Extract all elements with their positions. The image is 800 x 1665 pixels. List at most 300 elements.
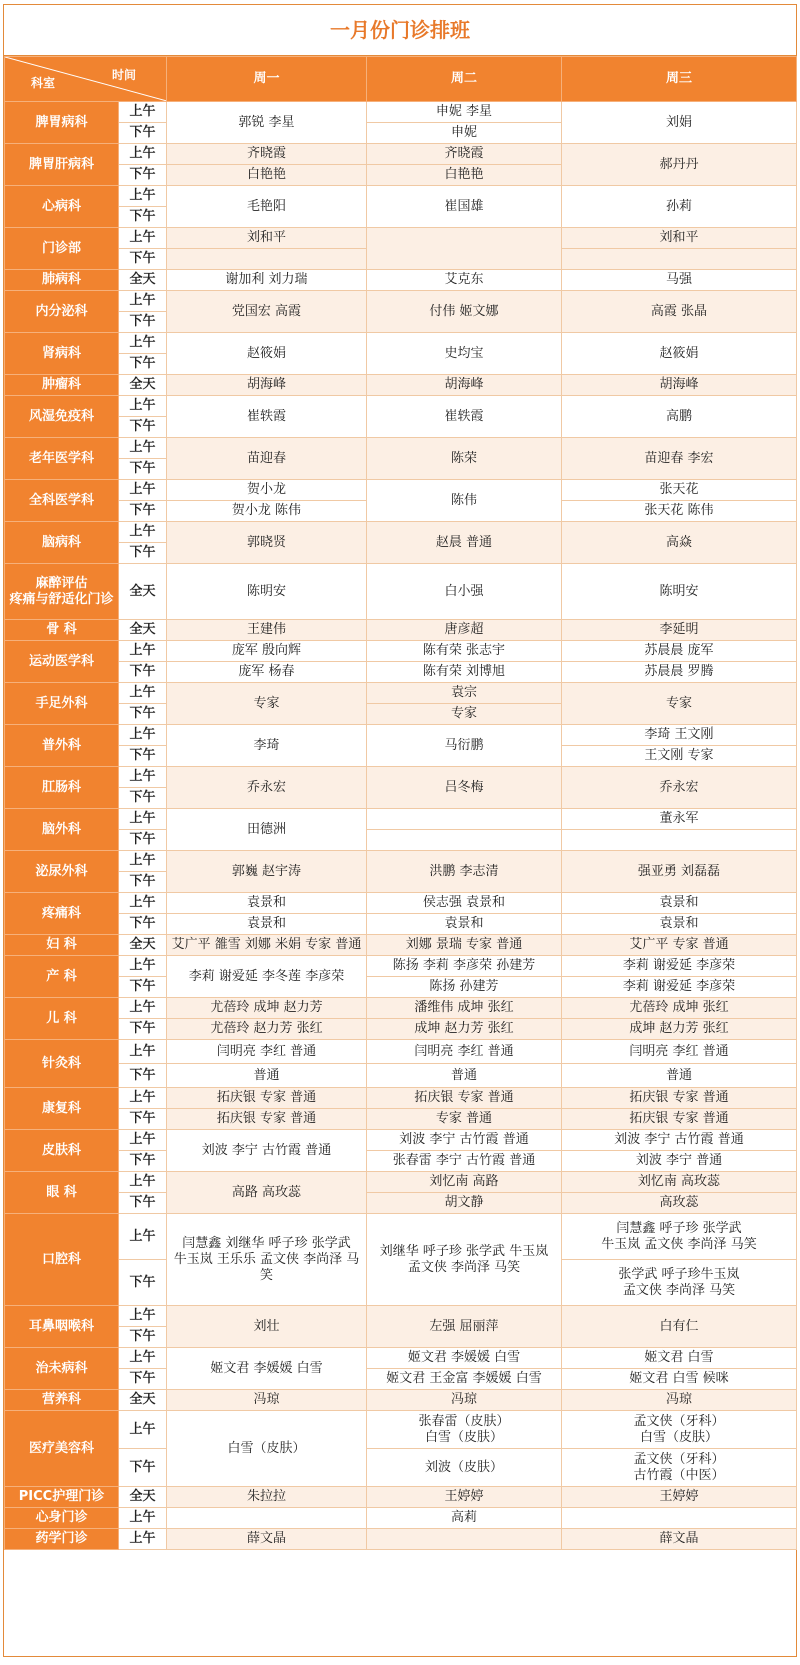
doctor-cell: 刘娟 (562, 102, 797, 144)
doctor-cell: 侯志强 袁景和 (367, 893, 562, 914)
table-row (5, 1019, 797, 1040)
time-cell: 上午 (119, 1214, 167, 1260)
dept-cell: 麻醉评估 疼痛与舒适化门诊 (5, 564, 119, 620)
table-row (5, 620, 797, 641)
doctor-cell: 冯琼 (367, 1390, 562, 1411)
dept-cell: 治未病科 (5, 1348, 119, 1390)
dept-cell: 医疗美容科 (5, 1411, 119, 1487)
schedule-table (4, 56, 797, 1550)
doctor-cell (562, 1508, 797, 1529)
table-row (5, 270, 797, 291)
doctor-cell: 拓庆银 专家 普通 (562, 1109, 797, 1130)
doctor-cell: 拓庆银 专家 普通 (167, 1109, 367, 1130)
doctor-cell (367, 228, 562, 270)
doctor-cell: 冯琼 (167, 1390, 367, 1411)
table-row (5, 1193, 797, 1214)
doctor-cell: 党国宏 高霞 (167, 291, 367, 333)
doctor-cell: 刘波 李宁 古竹霞 普通 (167, 1130, 367, 1172)
table-row (5, 851, 797, 872)
doctor-cell: 刘波 李宁 古竹霞 普通 (367, 1130, 562, 1151)
doctor-cell: 刘和平 (562, 228, 797, 249)
table-row (5, 1390, 797, 1411)
table-row (5, 1449, 797, 1487)
doctor-cell: 艾克东 (367, 270, 562, 291)
doctor-cell: 陈有荣 张志宇 (367, 641, 562, 662)
dept-cell: 皮肤科 (5, 1130, 119, 1172)
doctor-cell: 谢加利 刘力瑞 (167, 270, 367, 291)
doctor-cell: 赵晨 普通 (367, 522, 562, 564)
doctor-cell: 李莉 谢爱延 李彦荣 (562, 977, 797, 998)
doctor-cell: 张春雷 李宁 古竹霞 普通 (367, 1151, 562, 1172)
doctor-cell: 袁景和 (367, 914, 562, 935)
table-row (5, 1306, 797, 1327)
doctor-cell: 高鹏 (562, 396, 797, 438)
doctor-cell: 毛艳阳 (167, 186, 367, 228)
time-cell: 上午 (119, 767, 167, 788)
dept-cell: 全科医学科 (5, 480, 119, 522)
time-cell: 上午 (119, 186, 167, 207)
doctor-cell: 尤蓓玲 成坤 张红 (562, 998, 797, 1019)
dept-cell: 心身门诊 (5, 1508, 119, 1529)
doctor-cell: 王婷婷 (367, 1487, 562, 1508)
dept-cell: 疼痛科 (5, 893, 119, 935)
time-cell: 上午 (119, 893, 167, 914)
table-row (5, 102, 797, 123)
doctor-cell: 贺小龙 陈伟 (167, 501, 367, 522)
dept-cell: 妇 科 (5, 935, 119, 956)
corner-header (5, 57, 167, 102)
doctor-cell: 苏晨晨 罗腾 (562, 662, 797, 683)
time-cell: 全天 (119, 564, 167, 620)
time-cell: 上午 (119, 851, 167, 872)
table-row (5, 1151, 797, 1172)
doctor-cell: 朱拉拉 (167, 1487, 367, 1508)
doctor-cell: 洪鹏 李志清 (367, 851, 562, 893)
time-cell: 上午 (119, 1348, 167, 1369)
doctor-cell: 苗迎春 (167, 438, 367, 480)
dept-cell: 手足外科 (5, 683, 119, 725)
time-cell: 下午 (119, 543, 167, 564)
table-row (5, 228, 797, 249)
dept-cell: 药学门诊 (5, 1529, 119, 1550)
time-cell: 下午 (119, 830, 167, 851)
time-cell: 全天 (119, 620, 167, 641)
table-row (5, 914, 797, 935)
table-row (5, 480, 797, 501)
time-cell: 上午 (119, 1306, 167, 1327)
doctor-cell (562, 830, 797, 851)
doctor-cell (167, 249, 367, 270)
doctor-cell: 拓庆银 专家 普通 (562, 1088, 797, 1109)
table-row (5, 1109, 797, 1130)
schedule-body (5, 102, 797, 1550)
table-row (5, 767, 797, 788)
time-cell: 上午 (119, 1411, 167, 1449)
table-row (5, 1130, 797, 1151)
doctor-cell: 苗迎春 李宏 (562, 438, 797, 480)
dept-cell: 骨 科 (5, 620, 119, 641)
page-title: 一月份门诊排班 (4, 5, 796, 56)
time-cell: 下午 (119, 165, 167, 186)
doctor-cell: 张天花 陈伟 (562, 501, 797, 522)
table-row (5, 291, 797, 312)
doctor-cell: 袁景和 (167, 914, 367, 935)
table-row (5, 1529, 797, 1550)
time-cell: 上午 (119, 998, 167, 1019)
doctor-cell: 白有仁 (562, 1306, 797, 1348)
dept-cell: 门诊部 (5, 228, 119, 270)
table-row (5, 998, 797, 1019)
doctor-cell: 张学武 呼子珍牛玉岚 孟文侠 李尚泽 马笑 (562, 1260, 797, 1306)
doctor-cell: 刘波（皮肤） (367, 1449, 562, 1487)
time-cell: 全天 (119, 1390, 167, 1411)
doctor-cell: 孙莉 (562, 186, 797, 228)
doctor-cell: 袁景和 (562, 914, 797, 935)
table-row (5, 396, 797, 417)
doctor-cell: 齐晓霞 (367, 144, 562, 165)
doctor-cell: 申妮 (367, 123, 562, 144)
time-cell: 全天 (119, 270, 167, 291)
doctor-cell: 专家 (562, 683, 797, 725)
table-row (5, 1172, 797, 1193)
time-cell: 下午 (119, 1064, 167, 1088)
doctor-cell: 胡海峰 (562, 375, 797, 396)
doctor-cell: 袁宗 (367, 683, 562, 704)
time-cell: 下午 (119, 704, 167, 725)
doctor-cell: 马衍鹏 (367, 725, 562, 767)
doctor-cell: 崔轶霞 (167, 396, 367, 438)
doctor-cell: 苏晨晨 庞军 (562, 641, 797, 662)
time-cell: 下午 (119, 1151, 167, 1172)
doctor-cell: 拓庆银 专家 普通 (367, 1088, 562, 1109)
table-row (5, 893, 797, 914)
dept-cell: 运动医学科 (5, 641, 119, 683)
corner-dept-label: 科室 (31, 76, 56, 90)
doctor-cell (367, 1529, 562, 1550)
doctor-cell: 高焱 (562, 522, 797, 564)
doctor-cell: 崔轶霞 (367, 396, 562, 438)
table-row (5, 333, 797, 354)
dept-cell: 口腔科 (5, 1214, 119, 1306)
doctor-cell: 崔国雄 (367, 186, 562, 228)
time-cell: 下午 (119, 746, 167, 767)
time-cell: 全天 (119, 375, 167, 396)
doctor-cell: 刘忆南 高玫蕊 (562, 1172, 797, 1193)
time-cell: 下午 (119, 1260, 167, 1306)
time-cell: 下午 (119, 1327, 167, 1348)
doctor-cell: 郭锐 李星 (167, 102, 367, 144)
doctor-cell: 普通 (367, 1064, 562, 1088)
doctor-cell: 专家 普通 (367, 1109, 562, 1130)
doctor-cell: 强亚勇 刘磊磊 (562, 851, 797, 893)
doctor-cell: 刘娜 景瑞 专家 普通 (367, 935, 562, 956)
doctor-cell: 高莉 (367, 1508, 562, 1529)
table-row (5, 1369, 797, 1390)
table-row (5, 725, 797, 746)
doctor-cell: 普通 (167, 1064, 367, 1088)
doctor-cell: 孟文侠（牙科） 白雪（皮肤） (562, 1411, 797, 1449)
doctor-cell: 薛文晶 (167, 1529, 367, 1550)
doctor-cell: 刘波 李宁 普通 (562, 1151, 797, 1172)
doctor-cell: 孟文侠（牙科） 古竹霞（中医） (562, 1449, 797, 1487)
doctor-cell: 陈明安 (562, 564, 797, 620)
dept-cell: 眼 科 (5, 1172, 119, 1214)
doctor-cell: 申妮 李星 (367, 102, 562, 123)
doctor-cell: 闫明亮 李红 普通 (367, 1040, 562, 1064)
table-row (5, 830, 797, 851)
table-row (5, 662, 797, 683)
dept-cell: 心病科 (5, 186, 119, 228)
doctor-cell: 乔永宏 (562, 767, 797, 809)
time-cell: 上午 (119, 1040, 167, 1064)
time-cell: 上午 (119, 480, 167, 501)
table-row (5, 1040, 797, 1064)
time-cell: 下午 (119, 1109, 167, 1130)
table-row (5, 956, 797, 977)
doctor-cell: 普通 (562, 1064, 797, 1088)
time-cell: 上午 (119, 725, 167, 746)
table-row (5, 1064, 797, 1088)
doctor-cell: 陈扬 李莉 李彦荣 孙建芳 (367, 956, 562, 977)
time-cell: 上午 (119, 641, 167, 662)
time-cell: 下午 (119, 1369, 167, 1390)
doctor-cell: 高玫蕊 (562, 1193, 797, 1214)
dept-cell: 肾病科 (5, 333, 119, 375)
doctor-cell: 姬文君 白雪 (562, 1348, 797, 1369)
table-row (5, 1487, 797, 1508)
dept-cell: 脾胃病科 (5, 102, 119, 144)
doctor-cell: 袁景和 (562, 893, 797, 914)
time-cell: 上午 (119, 228, 167, 249)
header-row (5, 57, 797, 102)
doctor-cell: 贺小龙 (167, 480, 367, 501)
time-cell: 上午 (119, 522, 167, 543)
dept-cell: 营养科 (5, 1390, 119, 1411)
doctor-cell: 董永军 (562, 809, 797, 830)
doctor-cell: 尤蓓玲 赵力芳 张红 (167, 1019, 367, 1040)
doctor-cell: 马强 (562, 270, 797, 291)
doctor-cell: 陈扬 孙建芳 (367, 977, 562, 998)
time-cell: 下午 (119, 662, 167, 683)
doctor-cell (367, 830, 562, 851)
doctor-cell: 吕冬梅 (367, 767, 562, 809)
dept-cell: 产 科 (5, 956, 119, 998)
dept-cell: 肺病科 (5, 270, 119, 291)
time-cell: 上午 (119, 291, 167, 312)
doctor-cell: 陈有荣 刘博旭 (367, 662, 562, 683)
time-cell: 下午 (119, 207, 167, 228)
doctor-cell (167, 1508, 367, 1529)
doctor-cell: 胡海峰 (367, 375, 562, 396)
doctor-cell: 艾广平 专家 普通 (562, 935, 797, 956)
time-cell: 上午 (119, 144, 167, 165)
doctor-cell: 白艳艳 (367, 165, 562, 186)
table-row (5, 683, 797, 704)
doctor-cell: 赵筱娟 (562, 333, 797, 375)
doctor-cell: 郭巍 赵宇涛 (167, 851, 367, 893)
time-cell: 上午 (119, 1529, 167, 1550)
corner-time-label: 时间 (111, 68, 136, 82)
doctor-cell: 胡海峰 (167, 375, 367, 396)
doctor-cell (367, 809, 562, 830)
time-cell: 上午 (119, 1508, 167, 1529)
doctor-cell: 高霞 张晶 (562, 291, 797, 333)
time-cell: 下午 (119, 1019, 167, 1040)
time-cell: 上午 (119, 396, 167, 417)
doctor-cell (562, 249, 797, 270)
time-cell: 下午 (119, 249, 167, 270)
time-cell: 下午 (119, 872, 167, 893)
doctor-cell: 李琦 (167, 725, 367, 767)
doctor-cell: 庞军 杨春 (167, 662, 367, 683)
table-row (5, 375, 797, 396)
table-row (5, 1348, 797, 1369)
doctor-cell: 陈明安 (167, 564, 367, 620)
doctor-cell: 唐彦超 (367, 620, 562, 641)
doctor-cell: 闫慧鑫 呼子珍 张学武 牛玉岚 孟文侠 李尚泽 马笑 (562, 1214, 797, 1260)
doctor-cell: 薛文晶 (562, 1529, 797, 1550)
doctor-cell: 乔永宏 (167, 767, 367, 809)
table-row (5, 1214, 797, 1260)
dept-cell: 普外科 (5, 725, 119, 767)
table-row (5, 186, 797, 207)
time-cell: 下午 (119, 501, 167, 522)
doctor-cell: 闫明亮 李红 普通 (167, 1040, 367, 1064)
doctor-cell: 王建伟 (167, 620, 367, 641)
time-cell: 上午 (119, 102, 167, 123)
dept-cell: 内分泌科 (5, 291, 119, 333)
doctor-cell: 专家 (167, 683, 367, 725)
doctor-cell: 胡文静 (367, 1193, 562, 1214)
doctor-cell: 刘忆南 高路 (367, 1172, 562, 1193)
doctor-cell: 陈荣 (367, 438, 562, 480)
doctor-cell: 张春雷（皮肤） 白雪（皮肤） (367, 1411, 562, 1449)
doctor-cell: 尤蓓玲 成坤 赵力芳 (167, 998, 367, 1019)
doctor-cell: 左强 屈丽萍 (367, 1306, 562, 1348)
doctor-cell: 白雪（皮肤） (167, 1411, 367, 1487)
doctor-cell: 姬文君 白雪 候咪 (562, 1369, 797, 1390)
time-cell: 下午 (119, 312, 167, 333)
time-cell: 上午 (119, 956, 167, 977)
dept-cell: 肛肠科 (5, 767, 119, 809)
doctor-cell: 齐晓霞 (167, 144, 367, 165)
doctor-cell: 李延明 (562, 620, 797, 641)
doctor-cell: 艾广平 雒雪 刘娜 米娟 专家 普通 (167, 935, 367, 956)
time-cell: 下午 (119, 977, 167, 998)
table-row (5, 438, 797, 459)
doctor-cell: 闫明亮 李红 普通 (562, 1040, 797, 1064)
doctor-cell: 田德洲 (167, 809, 367, 851)
time-cell: 上午 (119, 1088, 167, 1109)
time-cell: 下午 (119, 123, 167, 144)
table-row (5, 522, 797, 543)
doctor-cell: 郭晓贤 (167, 522, 367, 564)
time-cell: 上午 (119, 1172, 167, 1193)
doctor-cell: 刘和平 (167, 228, 367, 249)
doctor-cell: 赵筱娟 (167, 333, 367, 375)
time-cell: 上午 (119, 438, 167, 459)
doctor-cell: 白艳艳 (167, 165, 367, 186)
dept-cell: 老年医学科 (5, 438, 119, 480)
table-row (5, 977, 797, 998)
time-cell: 下午 (119, 417, 167, 438)
table-row (5, 935, 797, 956)
time-cell: 下午 (119, 459, 167, 480)
table-row (5, 1088, 797, 1109)
doctor-cell: 刘继华 呼子珍 张学武 牛玉岚 孟文侠 李尚泽 马笑 (367, 1214, 562, 1306)
time-cell: 上午 (119, 809, 167, 830)
doctor-cell: 郝丹丹 (562, 144, 797, 186)
time-cell: 下午 (119, 1193, 167, 1214)
dept-cell: PICC护理门诊 (5, 1487, 119, 1508)
corner-diagonal (5, 57, 167, 101)
dept-cell: 泌尿外科 (5, 851, 119, 893)
dept-cell: 脾胃肝病科 (5, 144, 119, 186)
time-cell: 下午 (119, 788, 167, 809)
doctor-cell: 高路 高玫蕊 (167, 1172, 367, 1214)
table-row (5, 144, 797, 165)
dept-cell: 康复科 (5, 1088, 119, 1130)
doctor-cell: 袁景和 (167, 893, 367, 914)
time-cell: 下午 (119, 914, 167, 935)
dept-cell: 脑病科 (5, 522, 119, 564)
dept-cell: 脑外科 (5, 809, 119, 851)
dept-cell: 风湿免疫科 (5, 396, 119, 438)
doctor-cell: 成坤 赵力芳 张红 (367, 1019, 562, 1040)
table-row (5, 809, 797, 830)
doctor-cell: 刘波 李宁 古竹霞 普通 (562, 1130, 797, 1151)
doctor-cell: 刘壮 (167, 1306, 367, 1348)
time-cell: 下午 (119, 1449, 167, 1487)
doctor-cell: 潘维伟 成坤 张红 (367, 998, 562, 1019)
time-cell: 上午 (119, 333, 167, 354)
doctor-cell: 姬文君 李媛媛 白雪 (367, 1348, 562, 1369)
doctor-cell: 拓庆银 专家 普通 (167, 1088, 367, 1109)
doctor-cell: 成坤 赵力芳 张红 (562, 1019, 797, 1040)
day-header-mon: 周一 (167, 57, 367, 102)
doctor-cell: 张天花 (562, 480, 797, 501)
table-row (5, 1411, 797, 1449)
table-row (5, 641, 797, 662)
doctor-cell: 陈伟 (367, 480, 562, 522)
time-cell: 上午 (119, 683, 167, 704)
doctor-cell: 李莉 谢爱延 李冬莲 李彦荣 (167, 956, 367, 998)
doctor-cell: 付伟 姬文娜 (367, 291, 562, 333)
doctor-cell: 白小强 (367, 564, 562, 620)
doctor-cell: 李琦 王文刚 (562, 725, 797, 746)
doctor-cell: 专家 (367, 704, 562, 725)
table-row (5, 1508, 797, 1529)
dept-cell: 肿瘤科 (5, 375, 119, 396)
time-cell: 全天 (119, 1487, 167, 1508)
doctor-cell: 闫慧鑫 刘继华 呼子珍 张学武 牛玉岚 王乐乐 孟文侠 李尚泽 马笑 (167, 1214, 367, 1306)
time-cell: 上午 (119, 1130, 167, 1151)
day-header-wed: 周三 (562, 57, 797, 102)
dept-cell: 儿 科 (5, 998, 119, 1040)
day-header-tue: 周二 (367, 57, 562, 102)
table-row (5, 564, 797, 620)
schedule-frame (3, 4, 797, 1657)
doctor-cell: 王文刚 专家 (562, 746, 797, 767)
doctor-cell: 姬文君 李媛媛 白雪 (167, 1348, 367, 1390)
time-cell: 全天 (119, 935, 167, 956)
doctor-cell: 姬文君 王金富 李媛媛 白雪 (367, 1369, 562, 1390)
dept-cell: 耳鼻咽喉科 (5, 1306, 119, 1348)
doctor-cell: 王婷婷 (562, 1487, 797, 1508)
dept-cell: 针灸科 (5, 1040, 119, 1088)
doctor-cell: 史均宝 (367, 333, 562, 375)
doctor-cell: 冯琼 (562, 1390, 797, 1411)
